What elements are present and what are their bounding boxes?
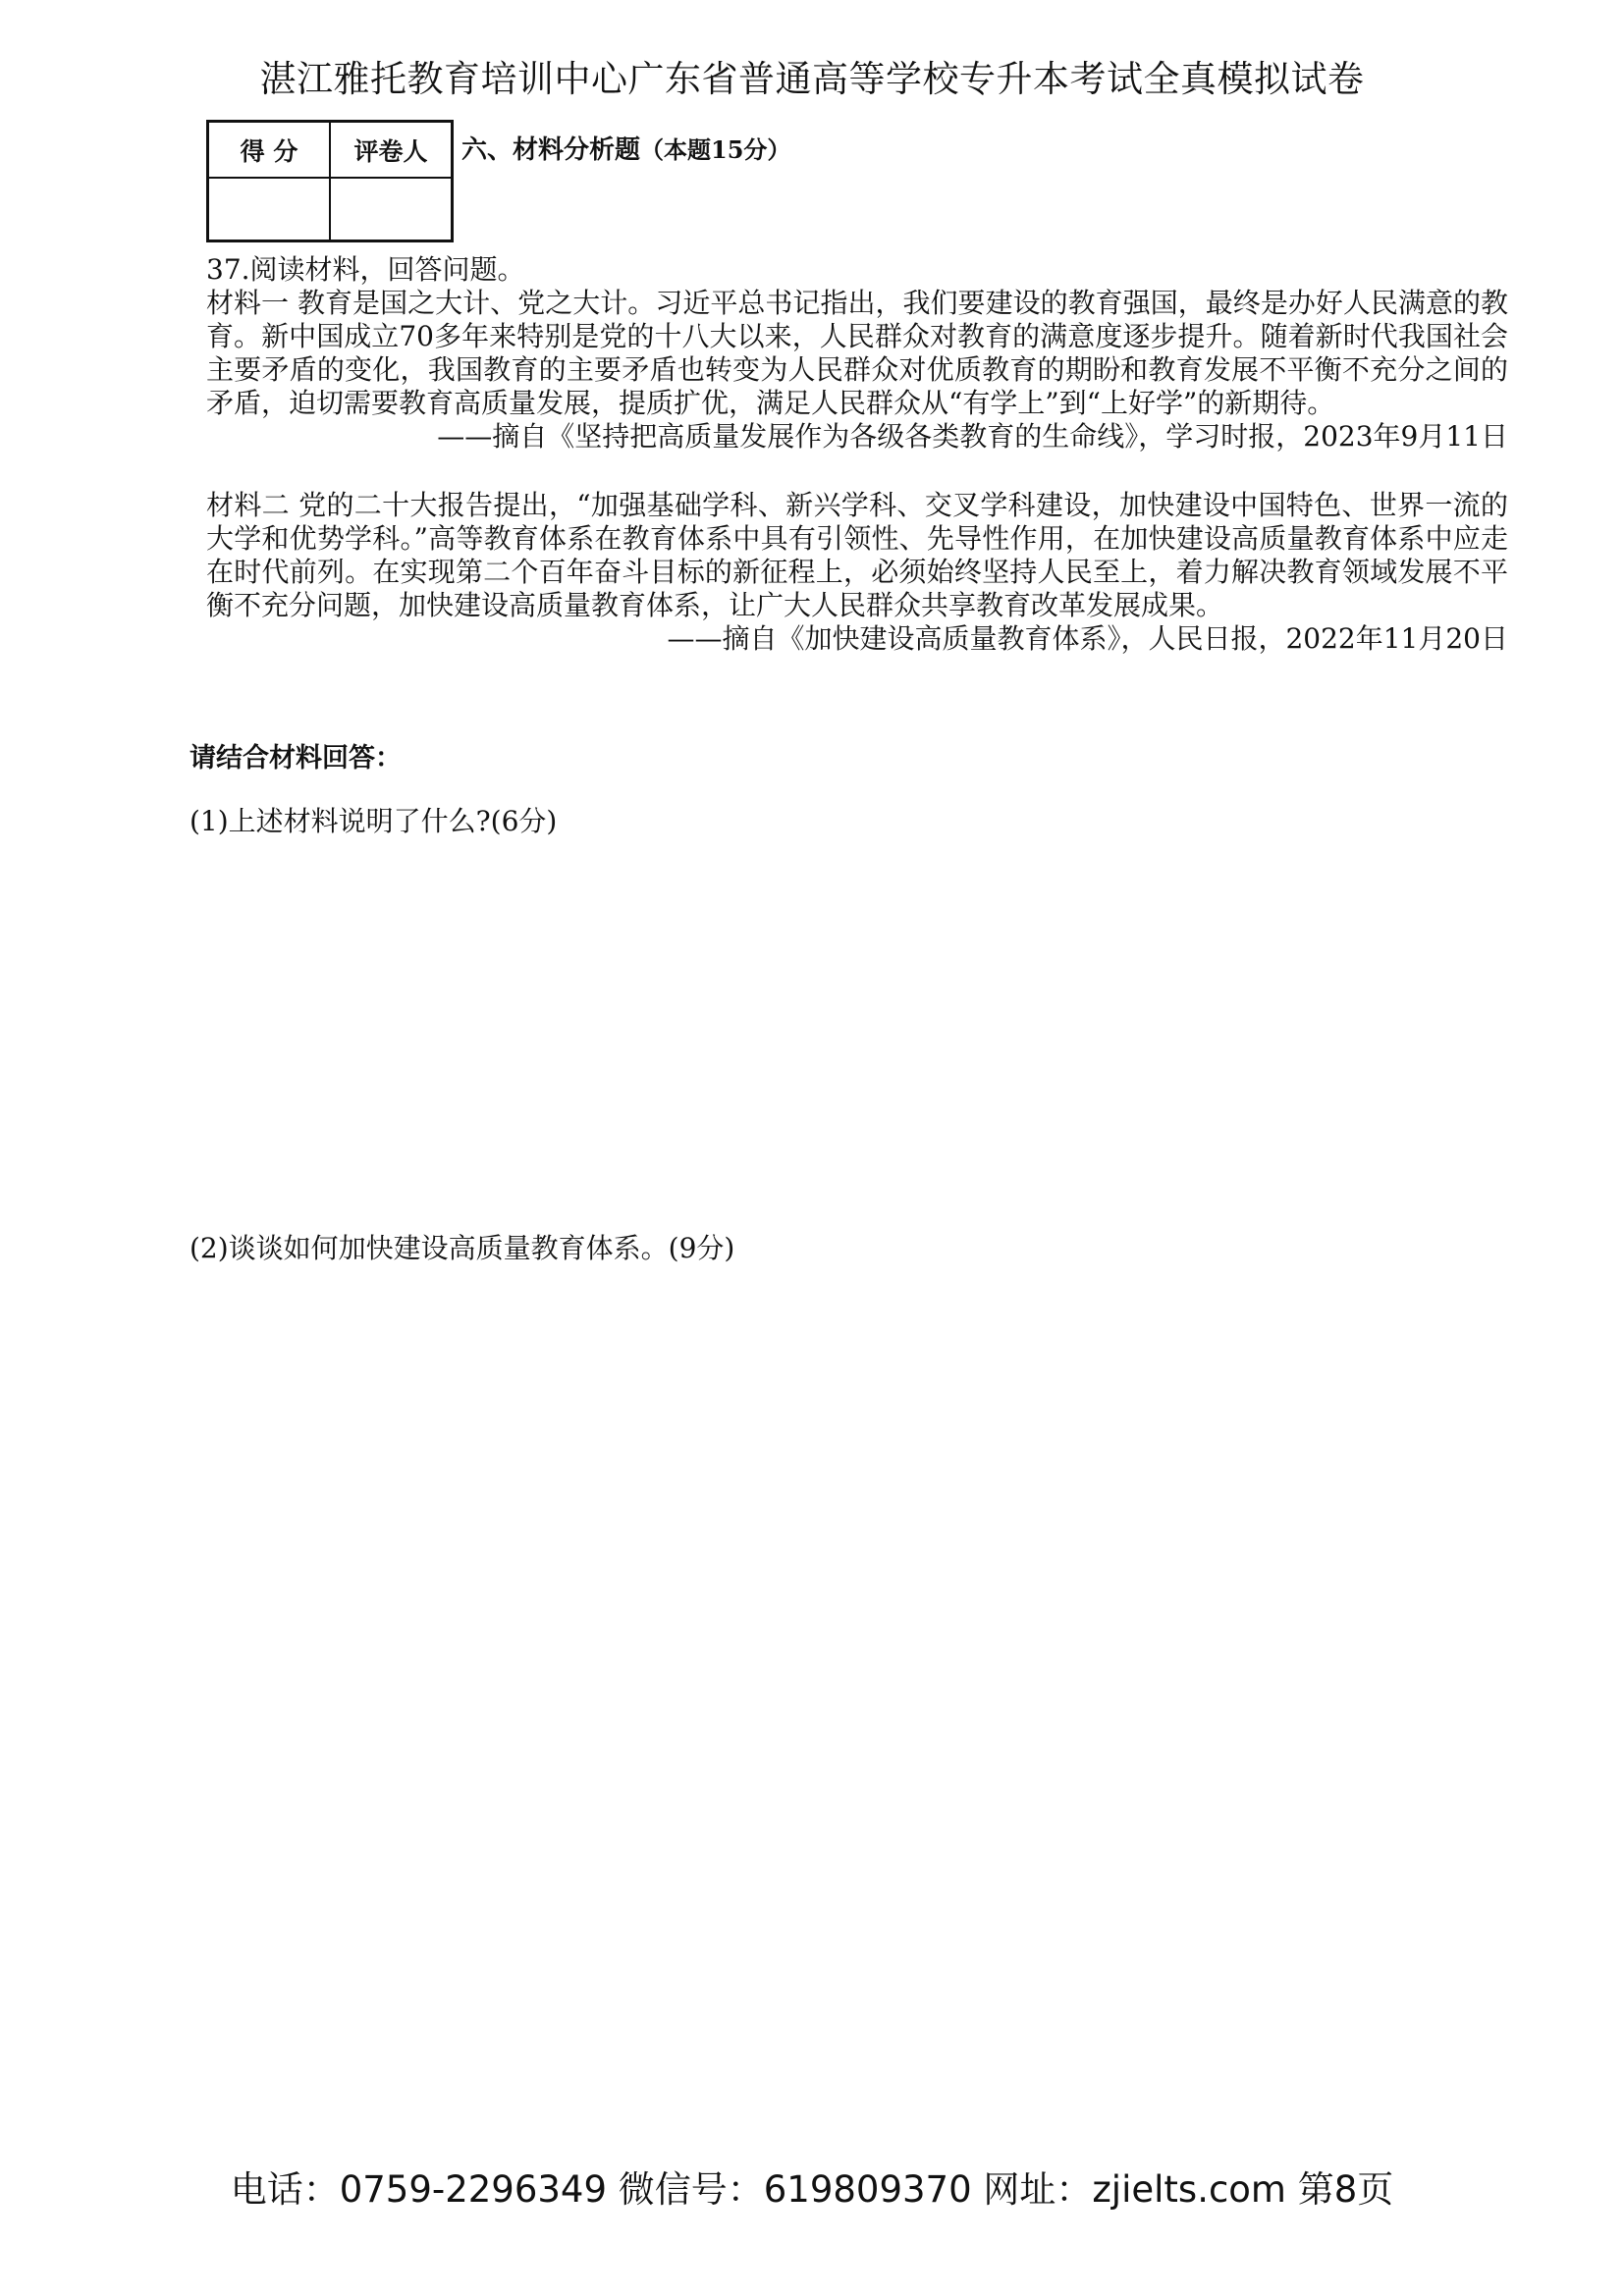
question-intro: 37.阅读材料，回答问题。 — [206, 253, 525, 286]
section-heading — [461, 130, 790, 166]
spacer — [206, 454, 1508, 489]
section-title: 六、材料分析题 — [461, 135, 641, 165]
sub-question-1: (1)上述材料说明了什么?(6分) — [189, 805, 558, 837]
question-37 — [206, 253, 1508, 656]
section-points: （本题15分） — [640, 135, 791, 164]
answer-prompt: 请结合材料回答： — [189, 743, 402, 774]
sub-question-2: (2)谈谈如何加快建设高质量教育体系。(9分) — [189, 1232, 735, 1264]
grader-cell — [330, 178, 453, 241]
material-two: 材料二 党的二十大报告提出，“加强基础学科、新兴学科、交叉学科建设，加快建设中国特色、世界一流的大学和优势学科。”高等教育体系在教育体系中具有引领性、先导性作用，在加快建设高质量教育体系中应走在时代前列。在实现第二个百年奋斗目标的新征程上，必须始终坚持人民至上，着力解决教育领域发展不平衡不充分问题，加快建设高质量教育体系，让广大人民群众共享教育改革发展成果。 — [206, 489, 1508, 621]
material-two-source: ——摘自《加快建设高质量教育体系》，人民日报，2022年11月20日 — [667, 622, 1508, 655]
material-one: 材料一 教育是国之大计、党之大计。习近平总书记指出，我们要建设的教育强国，最终是办好人民满意的教育。新中国成立70多年来特别是党的十八大以来，人民群众对教育的满意度逐步提升。随着新时代我国社会主要矛盾的变化，我国教育的主要矛盾也转变为人民群众对优质教育的期盼和教育发展不平衡不充分之间的矛盾，迫切需要教育高质量发展，提质扩优，满足人民群众从“有学上”到“上好学”的新期待。 — [206, 287, 1508, 419]
material-one-source: ——摘自《坚持把高质量发展作为各级各类教育的生命线》，学习时报，2023年9月11日 — [437, 420, 1508, 453]
score-box — [206, 120, 454, 242]
score-cell — [208, 178, 331, 241]
score-label: 得 分 — [208, 122, 331, 179]
page-header: 湛江雅托教育培训中心广东省普通高等学校专升本考试全真模拟试卷 — [259, 58, 1365, 100]
page-footer: 电话：0759-2296349 微信号：619809370 网址：zjielts.com 第8页 — [230, 2168, 1394, 2211]
grader-label: 评卷人 — [330, 122, 453, 179]
